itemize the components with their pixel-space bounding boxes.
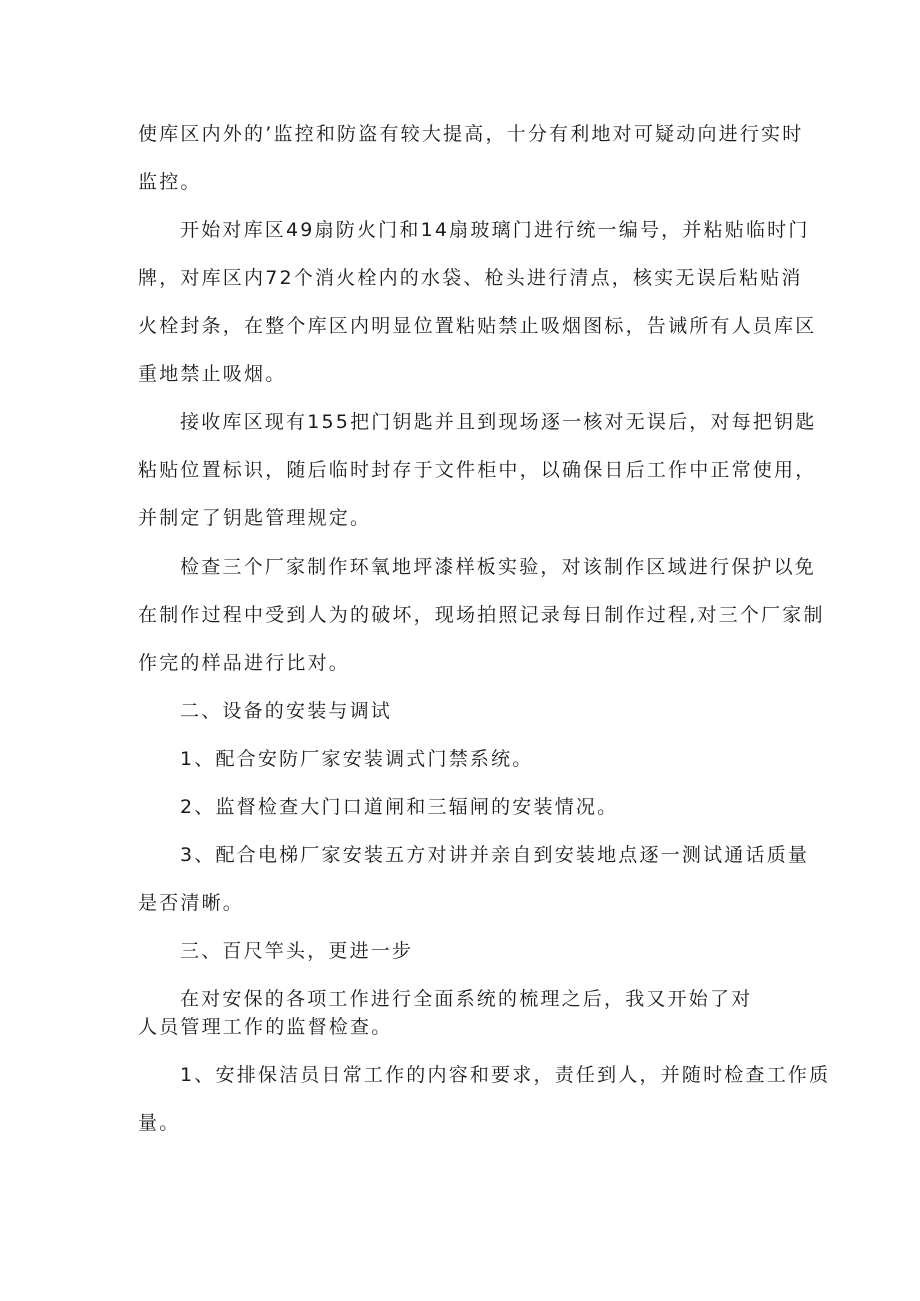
- text-line: 重地禁止吸烟。: [138, 363, 287, 385]
- text-line: 量。: [138, 1112, 181, 1134]
- list-item: 3、配合电梯厂家安装五方对讲并亲自到安装地点逐一测试通话质量: [180, 844, 810, 866]
- text-line: 是否清晰。: [138, 892, 245, 914]
- text-line: 并制定了钥匙管理规定。: [138, 507, 372, 529]
- text-line: 接收库区现有155把门钥匙并且到现场逐一核对无误后，对每把钥匙: [180, 411, 817, 433]
- section-heading: 三、百尺竿头，更进一步: [180, 940, 414, 962]
- section-heading: 二、设备的安装与调试: [180, 700, 393, 722]
- text-line: 火栓封条，在整个库区内明显位置粘贴禁止吸烟图标，告诫所有人员库区: [138, 315, 817, 337]
- text-line: 粘贴位置标识，随后临时封存于文件柜中，以确保日后工作中正常使用，: [138, 459, 817, 481]
- text-line: 在制作过程中受到人为的破坏，现场拍照记录每日制作过程,对三个厂家制: [138, 604, 825, 626]
- list-item: 1、安排保洁员日常工作的内容和要求，责任到人，并随时检查工作质: [180, 1064, 831, 1086]
- list-item: 2、监督检查大门口道闸和三辐闸的安装情况。: [180, 796, 619, 818]
- text-line: 牌，对库区内72个消火栓内的水袋、枪头进行清点，核实无误后粘贴消: [138, 267, 803, 289]
- text-line: 使库区内外的’监控和防盗有较大提高，十分有利地对可疑动向进行实时: [138, 123, 804, 145]
- text-line: 人员管理工作的监督检查。: [138, 1016, 393, 1038]
- text-line: 作完的样品进行比对。: [138, 652, 351, 674]
- text-line: 在对安保的各项工作进行全面系统的梳理之后，我又开始了对: [180, 988, 753, 1010]
- text-line: 开始对库区49扇防火门和14扇玻璃门进行统一编号，并粘贴临时门: [180, 219, 810, 241]
- text-line: 检查三个厂家制作环氧地坪漆样板实验，对该制作区域进行保护以免: [180, 556, 817, 578]
- text-line: 监控。: [138, 171, 202, 193]
- list-item: 1、配合安防厂家安装调式门禁系统。: [180, 748, 534, 770]
